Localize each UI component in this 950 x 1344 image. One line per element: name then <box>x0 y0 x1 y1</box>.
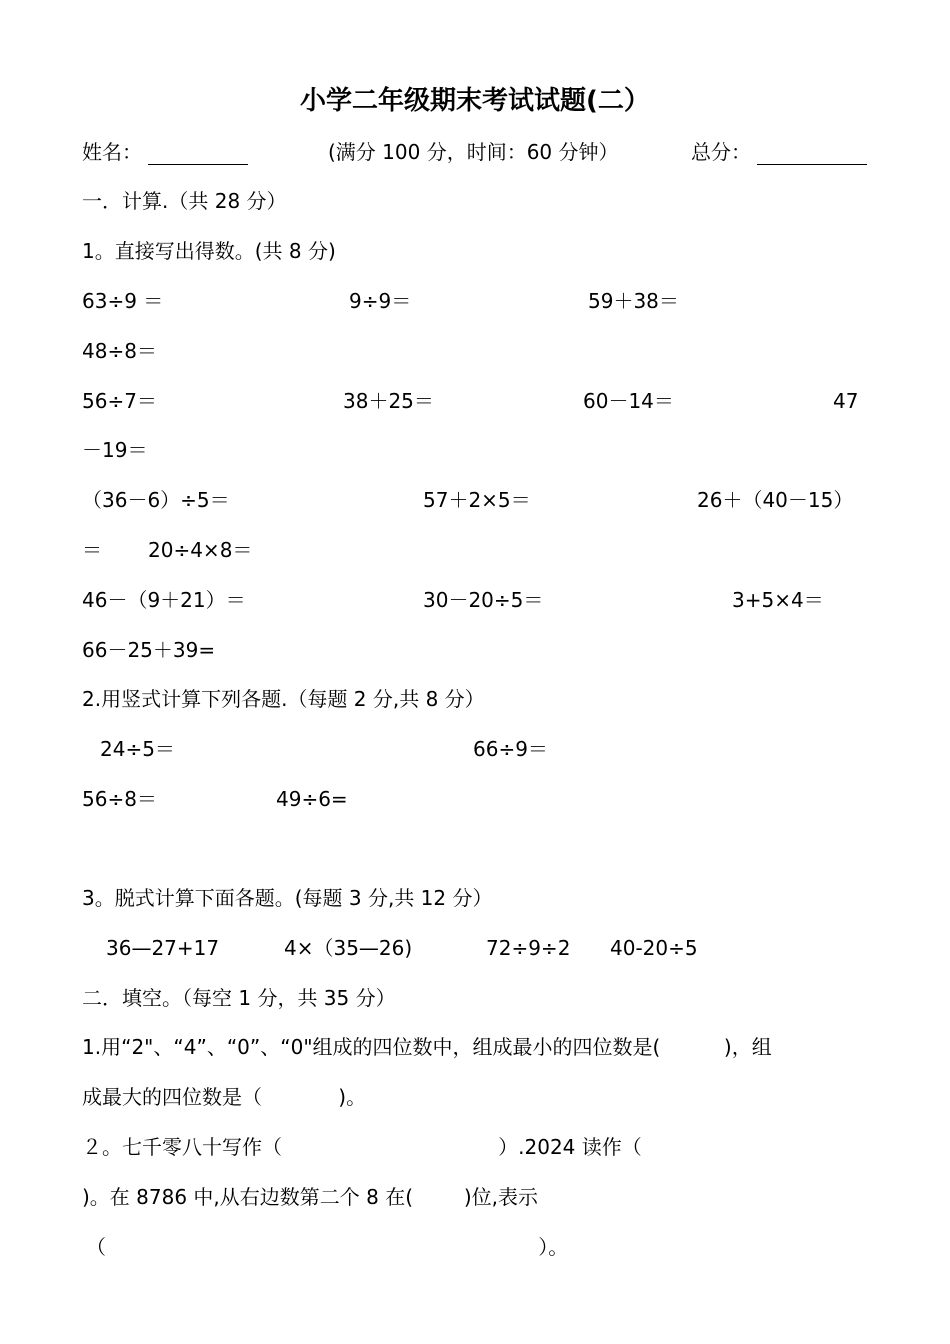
total-score-label: 总分： <box>691 140 751 164</box>
q1-item: 57＋2×5＝ <box>423 488 531 512</box>
q1-item: 63÷9 ＝ <box>82 289 164 313</box>
q1-heading: 1。直接写出得数。(共 8 分) <box>82 239 336 263</box>
q3-item: 36—27+17 <box>106 936 220 960</box>
fill-line: 1.用“2"、“4”、“0”、“0"组成的四位数中，组成最小的四位数是( )，组 <box>82 1035 772 1059</box>
q1-item: 48÷8＝ <box>82 339 157 363</box>
section-2-heading: 二．填空。（每空 1 分，共 35 分） <box>82 986 396 1010</box>
q2-heading: 2.用竖式计算下列各题.（每题 2 分,共 8 分） <box>82 687 485 711</box>
fill-line: ２。七千零八十写作（ ）.2024 读作（ <box>82 1135 642 1159</box>
total-score-field[interactable] <box>757 139 867 165</box>
fill-line: )。在 8786 中,从右边数第二个 8 在( )位,表示 <box>82 1185 539 1209</box>
q3-heading: 3。脱式计算下面各题。(每题 3 分,共 12 分） <box>82 886 493 910</box>
q1-item: 56÷7＝ <box>82 389 157 413</box>
q1-item: 20÷4×8＝ <box>148 538 253 562</box>
q3-item: 72÷9÷2 <box>486 936 571 960</box>
q2-item: 49÷6= <box>276 787 348 811</box>
q1-item: （36－6）÷5＝ <box>82 488 230 512</box>
q1-item: 3+5×4＝ <box>732 588 824 612</box>
q2-item: 66÷9＝ <box>473 737 548 761</box>
q2-item: 56÷8＝ <box>82 787 157 811</box>
page-title: 小学二年级期末考试试题(二） <box>300 86 650 116</box>
q1-item: 60－14＝ <box>583 389 674 413</box>
section-1-heading: 一．计算.（共 28 分） <box>82 189 287 213</box>
q1-item: 46－（9＋21）＝ <box>82 588 246 612</box>
q3-item: 4×（35—26) <box>284 936 413 960</box>
fill-line: （ ）。 <box>86 1235 569 1259</box>
q2-item: 24÷5＝ <box>100 737 175 761</box>
q1-item: ＝ <box>82 538 102 562</box>
q1-item: 9÷9＝ <box>349 289 412 313</box>
name-field[interactable] <box>148 139 248 165</box>
q1-item: 38＋25＝ <box>343 389 434 413</box>
name-label: 姓名： <box>82 140 142 164</box>
fill-line: 成最大的四位数是（ )。 <box>82 1085 367 1109</box>
q1-item: 66－25＋39= <box>82 638 216 662</box>
q1-item: 30－20÷5＝ <box>423 588 544 612</box>
q1-item: －19＝ <box>82 438 148 462</box>
q1-item: 59＋38＝ <box>588 289 679 313</box>
exam-info: (满分 100 分，时间：60 分钟） <box>328 140 619 164</box>
q1-item: 47 <box>833 389 859 413</box>
q1-item: 26＋（40－15） <box>697 488 854 512</box>
q3-item: 40-20÷5 <box>610 936 698 960</box>
